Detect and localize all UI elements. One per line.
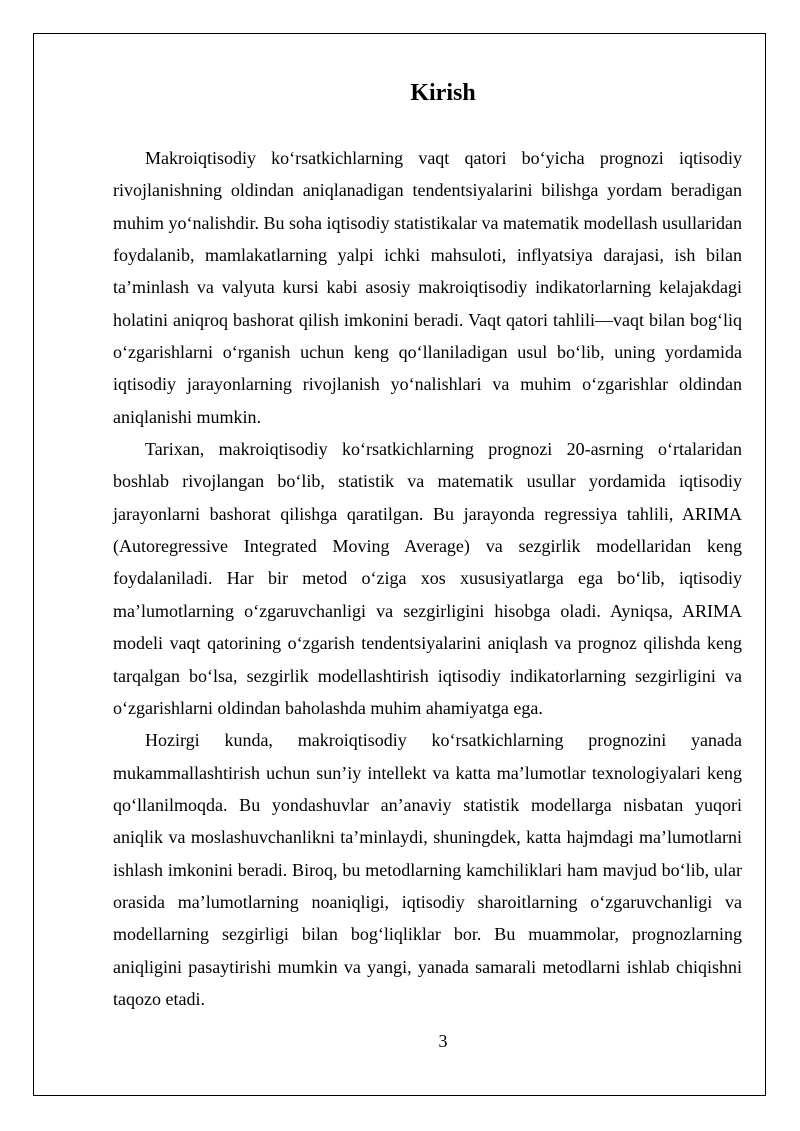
paragraph-2: Tarixan, makroiqtisodiy ko‘rsatkichlarning prognozi 20-asrning o‘rtalaridan boshlab rivojlangan bo‘lib, statistik va matematik usullar yordamida iqtisodiy jarayonlarni bashorat qilishga qaratilgan. Bu jarayonda regressiya tahlili, ARIMA (Autoregressive Integrated Moving Average) va sezgirlik modellaridan keng foydalaniladi. Har bir metod o‘ziga xos xususiyatlarga ega bo‘lib, iqtisodiy ma’lumotlarning o‘zgaruvchanligi va sezgirligini hisobga oladi. Ayniqsa, ARIMA modeli vaqt qatorining o‘zgarish tendentsiyalarini aniqlash va prognoz qilishda keng tarqalgan bo‘lsa, sezgirlik modellashtirish iqtisodiy indikatorlarning sezgirligini va o‘zgarishlarni oldindan baholashda muhim ahamiyatga ega. [113,439,742,718]
paragraph-1: Makroiqtisodiy ko‘rsatkichlarning vaqt qatori bo‘yicha prognozi iqtisodiy rivojlanishning oldindan aniqlanadigan tendentsiyalarini bilishga yordam beradigan muhim yo‘nalishdir. Bu soha iqtisodiy statistikalar va matematik modellash usullaridan foydalanib, mamlakatlarning yalpi ichki mahsuloti, inflyatsiya darajasi, ish bilan ta’minlash va valyuta kursi kabi asosiy makroiqtisodiy indikatorlarning kelajakdagi holatini aniqroq bashorat qilish imkonini beradi. Vaqt qatori tahlili—vaqt bilan bog‘liq o‘zgarishlarni o‘rganish uchun keng qo‘llaniladigan usul bo‘lib, uning yordamida iqtisodiy jarayonlarning rivojlanish yo‘nalishlari va muhim o‘zgarishlar oldindan aniqlanishi mumkin. [113,148,742,427]
page-number: 3 [438,1031,448,1051]
body-text [113,142,742,1015]
paragraph-3: Hozirgi kunda, makroiqtisodiy ko‘rsatkichlarning prognozini yanada mukammallashtirish uchun sun’iy intellekt va katta ma’lumotlar texnologiyalari keng qo‘llanilmoqda. Bu yondashuvlar an’anaviy statistik modellarga nisbatan yuqori aniqlik va moslashuvchanlikni ta’minlaydi, shuningdek, katta hajmdagi ma’lumotlarni ishlash imkonini beradi. Biroq, bu metodlarning kamchiliklari ham mavjud bo‘lib, ular orasida ma’lumotlarning noaniqligi, iqtisodiy sharoitlarning o‘zgaruvchanligi va modellarning sezgirligi bilan bog‘liqliklar bor. Bu muammolar, prognozlarning aniqligini pasaytirishi mumkin va yangi, yanada samarali metodlarni ishlab chiqishni taqozo etadi. [113,730,742,1009]
page-title: Kirish [410,80,476,106]
